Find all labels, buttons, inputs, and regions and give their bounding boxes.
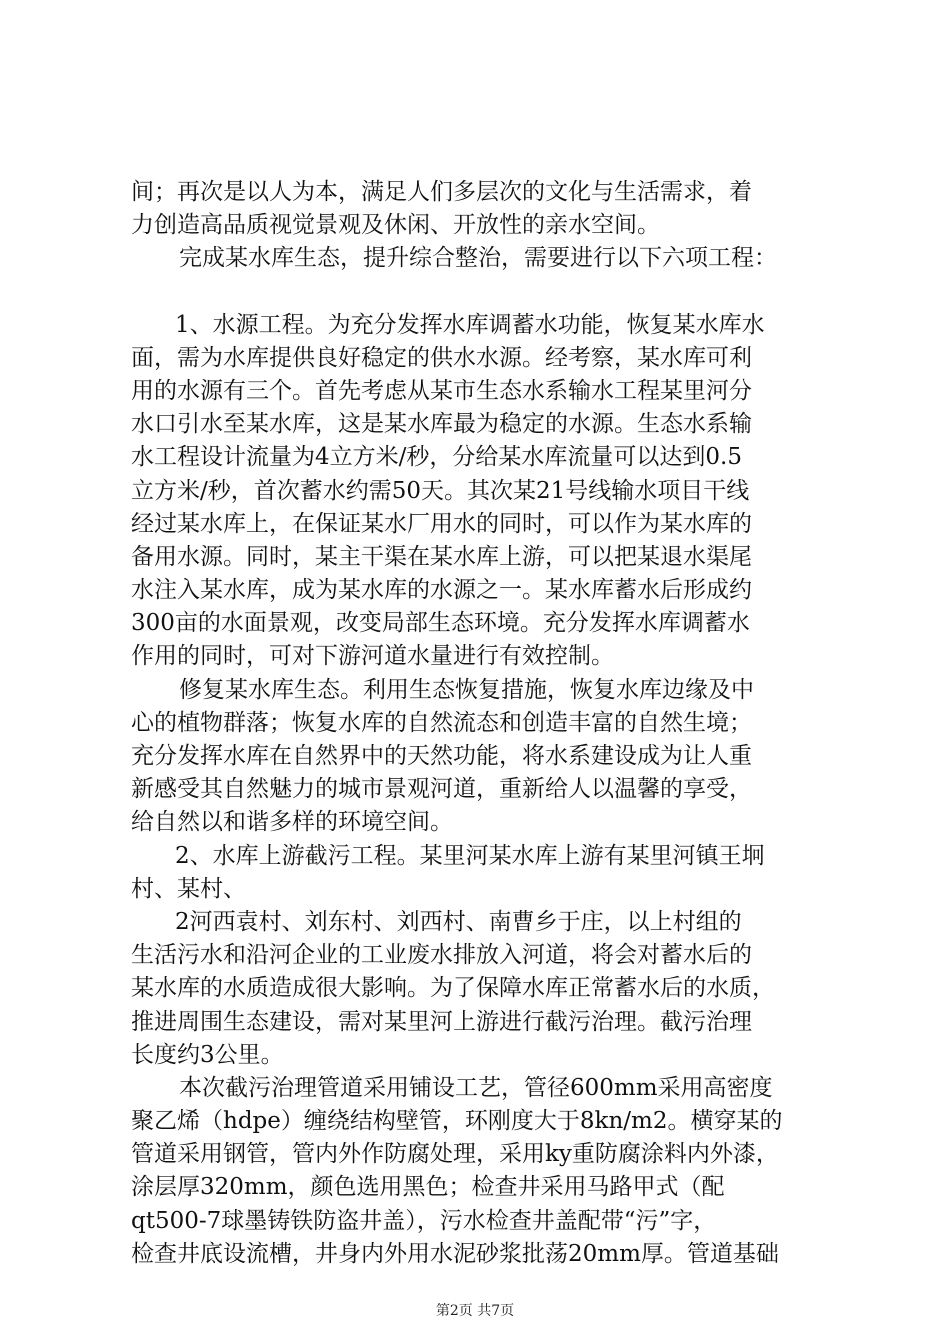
text-line: 300亩的水面景观，改变局部生态环境。充分发挥水库调蓄水: [131, 610, 750, 637]
text-line: 给自然以和谐多样的环境空间。: [131, 809, 453, 836]
page-number: 第2页 共7页: [435, 1303, 515, 1319]
text-line: 水口引水至某水库，这是某水库最为稳定的水源。生态水系输: [131, 411, 752, 438]
text-line: 聚乙烯（hdpe）缠绕结构壁管，环刚度大于8kn/m2。横穿某的: [131, 1108, 783, 1135]
text-line: 经过某水库上，在保证某水厂用水的同时，可以作为某水库的: [131, 510, 752, 537]
page-footer: [0, 1300, 950, 1320]
text-line: 2、水库上游截污工程。某里河某水库上游有某里河镇王坰: [175, 842, 765, 869]
text-line: 完成某水库生态，提升综合整治，需要进行以下六项工程：: [179, 245, 777, 272]
text-line: 用的水源有三个。首先考虑从某市生态水系输水工程某里河分: [131, 377, 752, 404]
text-line: 涂层厚320mm，颜色选用黑色；检查井采用马路甲式（配: [131, 1174, 725, 1201]
text-line: 长度约3公里。: [131, 1041, 284, 1068]
text-line: 备用水源。同时，某主干渠在某水库上游，可以把某退水渠尾: [131, 543, 752, 570]
text-line: 本次截污治理管道采用铺设工艺，管径600mm采用高密度: [179, 1074, 773, 1101]
text-line: 作用的同时，可对下游河道水量进行有效控制。: [131, 643, 614, 670]
text-line: 推进周围生态建设，需对某里河上游进行截污治理。截污治理: [131, 1008, 752, 1035]
text-line: 某水库的水质造成很大影响。为了保障水库正常蓄水后的水质，: [131, 975, 775, 1002]
text-line: 检查井底设流槽，井身内外用水泥砂浆批荡20mm厚。管道基础: [131, 1240, 779, 1267]
text-line: 心的植物群落；恢复水库的自然流态和创造丰富的自然生境；: [131, 709, 752, 736]
text-line: 修复某水库生态。利用生态恢复措施，恢复水库边缘及中: [179, 676, 754, 703]
text-line: 充分发挥水库在自然界中的天然功能，将水系建设成为让人重: [131, 743, 752, 769]
text-line: 1、水源工程。为充分发挥水库调蓄水功能，恢复某水库水: [175, 311, 765, 338]
text-line: 水注入某水库，成为某水库的水源之一。某水库蓄水后形成约: [131, 577, 752, 604]
text-line: 立方米/秒，首次蓄水约需50天。其次某21号线输水项目干线: [131, 477, 750, 504]
paragraph-gap: [131, 276, 831, 309]
text-line: 力创造高品质视觉景观及休闲、开放性的亲水空间。: [131, 212, 660, 239]
document-body: [131, 176, 831, 1271]
text-line: 生活污水和沿河企业的工业废水排放入河道，将会对蓄水后的: [131, 942, 752, 969]
text-line: 管道采用钢管，管内外作防腐处理，采用ky重防腐涂料内外漆，: [131, 1141, 779, 1168]
text-line: 新感受其自然魅力的城市景观河道，重新给人以温馨的享受，: [131, 776, 752, 803]
text-line: 间；再次是以人为本，满足人们多层次的文化与生活需求，着: [131, 179, 752, 205]
text-line: qt500-7球墨铸铁防盗井盖），污水检查井盖配带“污”字，: [131, 1207, 717, 1234]
text-line: 面，需为水库提供良好稳定的供水水源。经考察，某水库可利: [131, 344, 752, 371]
text-line: 水工程设计流量为4立方米/秒，分给某水库流量可以达到0.5: [131, 444, 742, 471]
text-line: 2河西袁村、刘东村、刘西村、南曹乡于庄，以上村组的: [175, 908, 742, 935]
text-line: 村、某村、: [131, 875, 246, 902]
